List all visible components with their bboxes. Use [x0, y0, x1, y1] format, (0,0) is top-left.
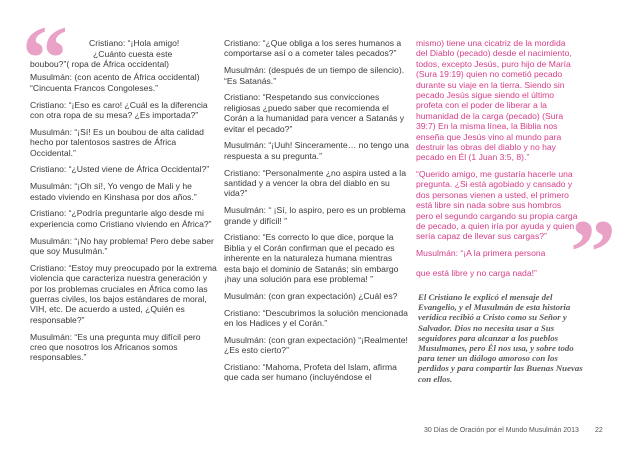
column-1	[30, 59, 218, 369]
intro-line-1: Cristiano: “¡Hola amigo!	[89, 38, 180, 48]
dialogue-paragraph: Musulmán: (después de un tiempo de silencio). “Es Satanás.”	[224, 65, 405, 86]
dialogue-paragraph: Cristiano: “Descubrimos la solución mencionada en los Hadices y el Corán.”	[224, 307, 408, 329]
column-3-pink-text	[416, 38, 578, 264]
page-number: 22	[595, 427, 603, 434]
dialogue-paragraph: Musulmán: “¡Sí! Es un boubou de alta calidad hecho por talentosos sastres de África Occidental.”	[30, 126, 204, 158]
dialogue-paragraph: Musulmán: (con acento de África occidental) “Cincuenta Francos Congoleses.”	[30, 72, 200, 93]
dialogue-paragraph: mismo) tiene una cicatriz de la mordida del Diablo (pecado) desde el nacimiento, todos, excepto Jesús, puro hijo de María (Sura 19:19) quien no cometió pecado durante su viaje en la tierra. Siendo sin pecado Jesús sigue siendo el último profeta con el poder de liberar a la humanidad de la carga (pecado) (Sura 39:7) En la misma línea, la Biblia nos enseña que Jesús vino al mundo para destruir las obras del diablo y no hay pecado en Él (1 Juan 3:5, 8).”	[416, 38, 572, 163]
open-quote-mark: “	[22, 7, 62, 109]
dialogue-paragraph: Musulmán: “¡A la primera persona	[416, 247, 546, 258]
dialogue-paragraph: Cristiano: “¡Eso es caro! ¿Cuál es la diferencia con otra ropa de su mesa? ¿Es importada?”	[30, 99, 208, 121]
closing-paragraph: El Cristiano le explicó el mensaje del Evangelio, y el Musulmán de esta historia verídica recibió a Cristo como su Señor y Salvador. Dios no necesita usar a Sus seguidores para alcanzar a los pueblos Musulmanes, pero Él nos usa, y sobre todo para tener un diálogo amoroso con los perdidos y para compartir las Buenas Nuevas con ellos.	[418, 292, 583, 384]
dialogue-paragraph: Musulmán: “¡Oh sí!, Yo vengo de Mali y he estado viviendo en Kinshasa por dos años.”	[30, 181, 197, 202]
dialogue-paragraph: Musulmán: “Es una pregunta muy difícil pero creo que nosotros los Africanos somos responsables.”	[30, 331, 201, 363]
intro-line-2: ¿Cuánto cuesta este	[93, 48, 173, 59]
dialogue-paragraph: Musulmán: “ ¡Sí, lo aspiro, pero es un problema grande y difícil! ”	[224, 205, 406, 226]
dialogue-paragraph: Cristiano: “Respetando sus convicciones religiosas ¿puedo saber que recomienda el Corán a la humanidad para vencer a Satanás y evitar el pecado?”	[224, 92, 405, 134]
dialogue-paragraph: Musulmán: “¡No hay problema! Pero debe saber que soy Musulmán.”	[30, 235, 214, 257]
dialogue-paragraph: Cristiano: “Es correcto lo que dice, porque la Biblia y el Corán confirman que el pecado es inherente en la naturaleza humana mientras esta bajo el dominio de Satanás; sin embargo ¡hay una solución para ese problema! ”	[224, 232, 399, 285]
final-answer: que está libre y no carga nada!”	[416, 268, 537, 278]
column-2	[224, 38, 410, 389]
dialogue-paragraph: Cristiano: “Estoy muy preocupado por la extrema violencia que caracteriza nuestra generación y por los problemas cruciales en África como las guerras civiles, los bajos estándares de moral, VIH, etc. De acuerdo a usted, ¿Quién es responsable?”	[30, 262, 217, 325]
dialogue-paragraph: “Querido amigo, me gustaría hacerle una pregunta. ¿Si está agobiado y cansado y dos personas vienen a usted, el primero está libre sin nada sobre sus hombros pero el segundo cargando su propia carga de pecado, a quien iría por ayuda y quien sería capaz de llevar sus cargas?”	[416, 168, 578, 242]
footer-text: 30 Días de Oración por el Mundo Musulmán 2013	[424, 427, 579, 434]
dialogue-paragraph: boubou?”( ropa de África occidental)	[30, 59, 170, 69]
dialogue-paragraph: Cristiano: “¿Que obliga a los seres humanos a comportarse así o a cometer tales pecados?”	[224, 38, 402, 59]
dialogue-paragraph: Cristiano: “¿Usted viene de África Occidental?”	[30, 164, 210, 175]
dialogue-paragraph: Cristiano: “Personalmente ¿no aspira usted a la santidad y a vencer la obra del diablo en su vida?”	[224, 167, 406, 199]
dialogue-paragraph: Musulmán: (con gran expectación) ¿Cuál es?	[224, 290, 398, 301]
dialogue-paragraph: Cristiano: “¿Podría preguntarle algo desde mi experiencia como Cristiano viviendo en África?”	[30, 208, 212, 229]
dialogue-paragraph: Cristiano: “Mahoma, Profeta del Islam, afirma que cada ser humano (incluyéndose el	[224, 362, 397, 383]
dialogue-paragraph: Musulmán: (con gran expectación) “¡Realmente! ¿Es esto cierto?”	[224, 334, 408, 356]
close-quote-mark: ”	[570, 201, 610, 303]
dialogue-paragraph: Musulmán: “¡Uuh! Sinceramente… no tengo una respuesta a su pregunta.”	[224, 140, 409, 161]
